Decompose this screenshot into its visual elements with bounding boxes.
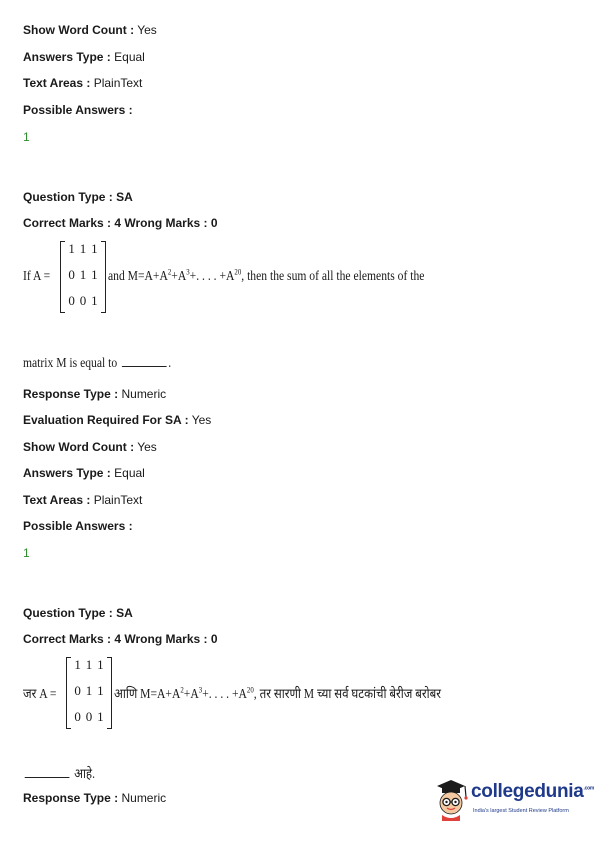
matrix-row-2: 0 1 1 (68, 267, 98, 282)
possible-answers-row: Possible Answers : (23, 103, 133, 117)
possible-answer-value: 1 (23, 130, 30, 144)
answer-blank (122, 356, 167, 367)
show-word-count-row: Show Word Count : Yes (23, 440, 157, 454)
question-expression: आणि $M=A+A^2+A^3+$. . . . $+A^{20}$, तर सारणी M च्या सर्व घटकांची बेरीज बरोबर (114, 685, 442, 701)
matrix-a (60, 241, 106, 313)
possible-answer-value: 1 (23, 546, 30, 560)
question-if: जर A = (23, 686, 57, 701)
marks-row: Correct Marks : 4 Wrong Marks : 0 (23, 216, 218, 230)
question-type: Question Type : SA (23, 606, 133, 620)
mascot-icon (433, 777, 471, 821)
collegedunia-logo (433, 777, 595, 825)
question-if: If A = (23, 268, 51, 283)
matrix-row-2: 0 1 1 (74, 683, 104, 698)
possible-answers-row: Possible Answers : (23, 519, 133, 533)
matrix-a (66, 657, 112, 729)
question-type: Question Type : SA (23, 190, 133, 204)
marks-row: Correct Marks : 4 Wrong Marks : 0 (23, 632, 218, 646)
question-line-2: matrix M is equal to . (23, 355, 172, 370)
question-expression: and $M=A+A^2+A^3+$. . . . $+A^{20}$, then the sum of all the elements of the (108, 267, 425, 283)
matrix-row-3: 0 0 1 (68, 293, 98, 308)
answers-type-row: Answers Type : Equal (23, 50, 145, 64)
answers-type-row: Answers Type : Equal (23, 466, 145, 480)
logo-wordmark: collegedunia$^{.com}$ (471, 781, 595, 802)
response-type-row: Response Type : Numeric (23, 387, 167, 401)
text-areas-row: Text Areas : PlainText (23, 76, 143, 90)
question-line-2: आहे. (23, 764, 95, 782)
answer-blank (25, 767, 70, 778)
matrix-row-1: 1 1 1 (74, 657, 104, 672)
show-word-count-row: Show Word Count : Yes (23, 23, 157, 37)
response-type-row: Response Type : Numeric (23, 791, 167, 805)
evaluation-required-row: Evaluation Required For SA : Yes (23, 413, 212, 427)
text-areas-row: Text Areas : PlainText (23, 493, 143, 507)
matrix-row-1: 1 1 1 (68, 241, 98, 256)
logo-tagline: India's largest Student Review Platform (473, 808, 569, 814)
matrix-row-3: 0 0 1 (74, 709, 104, 724)
